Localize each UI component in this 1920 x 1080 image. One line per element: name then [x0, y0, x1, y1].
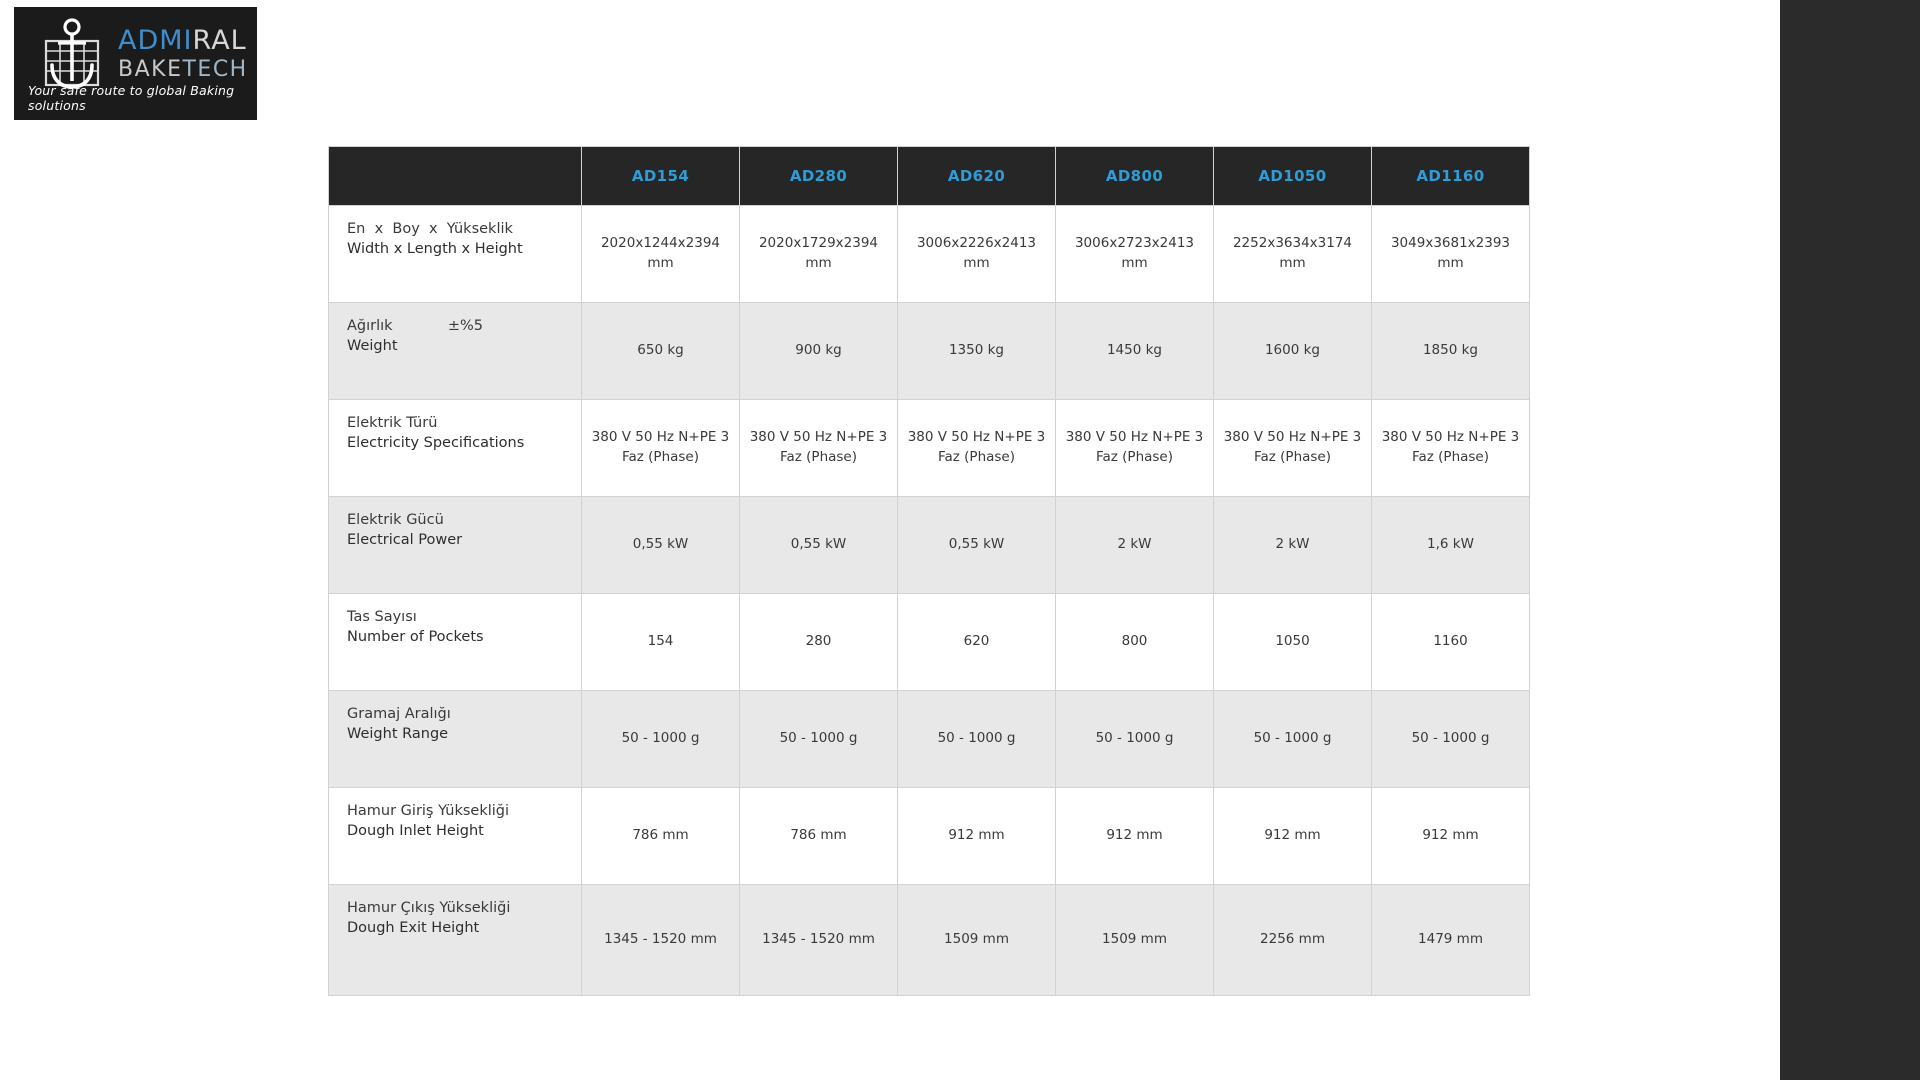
row-label-en: Weight	[347, 337, 398, 354]
table-cell: 380 V 50 Hz N+PE 3 Faz (Phase)	[1214, 400, 1372, 497]
row-label-tr: Gramaj Aralığı	[347, 706, 451, 722]
model-label: AD1050	[1258, 166, 1327, 185]
table-cell: 2020x1729x2394 mm	[740, 206, 898, 303]
table-row	[329, 303, 1530, 400]
table-cell: 50 - 1000 g	[898, 691, 1056, 788]
table-row	[329, 788, 1530, 885]
table-cell: 3006x2226x2413 mm	[898, 206, 1056, 303]
table-cell: 1345 - 1520 mm	[740, 885, 898, 996]
table-row	[329, 885, 1530, 996]
model-header-ad154	[582, 147, 740, 206]
table-cell: 900 kg	[740, 303, 898, 400]
row-label-exit-height	[329, 885, 582, 996]
row-label-electrical-power	[329, 497, 582, 594]
table-cell: 154	[582, 594, 740, 691]
table-cell: 380 V 50 Hz N+PE 3 Faz (Phase)	[740, 400, 898, 497]
table-cell: 650 kg	[582, 303, 740, 400]
page-right-margin	[1780, 0, 1920, 1080]
table-row	[329, 400, 1530, 497]
table-cell: 280	[740, 594, 898, 691]
table-cell: 1479 mm	[1372, 885, 1530, 996]
table-row	[329, 691, 1530, 788]
logo-brand-line2-b: TECH	[182, 57, 248, 82]
model-header-ad1160	[1372, 147, 1530, 206]
model-header-ad1050	[1214, 147, 1372, 206]
row-label-en: Dough Inlet Height	[347, 822, 484, 839]
table-cell: 50 - 1000 g	[1056, 691, 1214, 788]
table-cell: 380 V 50 Hz N+PE 3 Faz (Phase)	[898, 400, 1056, 497]
logo-brand-line2-a: BAKE	[118, 57, 183, 82]
table-corner-cell	[329, 147, 582, 206]
row-label-en: Electricity Specifications	[347, 434, 525, 451]
row-label-weight	[329, 303, 582, 400]
logo-brand-secondary: RAL	[192, 25, 247, 56]
table-cell: 912 mm	[1372, 788, 1530, 885]
table-cell: 1509 mm	[898, 885, 1056, 996]
model-label: AD154	[631, 166, 690, 185]
table-cell: 912 mm	[1214, 788, 1372, 885]
row-label-electricity	[329, 400, 582, 497]
table-cell: 3006x2723x2413 mm	[1056, 206, 1214, 303]
table-cell: 1509 mm	[1056, 885, 1214, 996]
logo-tagline: Your safe route to global Baking solutions	[28, 83, 235, 113]
row-label-tr: Ağırlık ±%5	[347, 318, 484, 334]
row-label-dimensions	[329, 206, 582, 303]
model-label: AD1160	[1416, 166, 1485, 185]
row-label-inlet-height	[329, 788, 582, 885]
table-cell: 380 V 50 Hz N+PE 3 Faz (Phase)	[1372, 400, 1530, 497]
table-cell: 2252x3634x3174 mm	[1214, 206, 1372, 303]
table-row	[329, 594, 1530, 691]
table-cell: 1600 kg	[1214, 303, 1372, 400]
table-cell: 912 mm	[1056, 788, 1214, 885]
row-label-tr: Hamur Çıkış Yüksekliği	[347, 900, 511, 916]
row-label-pockets	[329, 594, 582, 691]
table-cell: 50 - 1000 g	[582, 691, 740, 788]
model-label: AD620	[947, 166, 1006, 185]
anchor-logo-icon	[36, 15, 108, 93]
row-label-tr: Elektrik Gücü	[347, 512, 444, 528]
row-label-tr: En x Boy x Yükseklik	[347, 221, 513, 237]
table-cell: 50 - 1000 g	[1214, 691, 1372, 788]
table-cell: 2 kW	[1214, 497, 1372, 594]
row-label-en: Dough Exit Height	[347, 919, 480, 936]
table-header-row	[329, 147, 1530, 206]
logo-brand-line1	[118, 27, 248, 54]
table-cell: 786 mm	[582, 788, 740, 885]
model-header-ad620	[898, 147, 1056, 206]
logo-brand-line2	[118, 59, 248, 81]
logo-brand-primary: ADMI	[118, 25, 193, 56]
row-label-en: Number of Pockets	[347, 628, 484, 645]
table-cell: 620	[898, 594, 1056, 691]
model-header-ad280	[740, 147, 898, 206]
row-label-en: Width x Length x Height	[347, 240, 523, 257]
table-cell: 2256 mm	[1214, 885, 1372, 996]
table-header	[329, 147, 1530, 206]
table-cell: 1160	[1372, 594, 1530, 691]
row-label-en: Electrical Power	[347, 531, 463, 548]
table-cell: 50 - 1000 g	[1372, 691, 1530, 788]
table-cell: 1450 kg	[1056, 303, 1214, 400]
model-header-ad800	[1056, 147, 1214, 206]
row-label-tr: Tas Sayısı	[347, 609, 417, 625]
table-cell: 2 kW	[1056, 497, 1214, 594]
table-cell: 50 - 1000 g	[740, 691, 898, 788]
table-cell: 1850 kg	[1372, 303, 1530, 400]
model-label: AD280	[789, 166, 848, 185]
table-cell: 1345 - 1520 mm	[582, 885, 740, 996]
specification-table	[328, 146, 1530, 996]
logo-wordmark	[118, 27, 248, 81]
table-cell: 2020x1244x2394 mm	[582, 206, 740, 303]
table-cell: 786 mm	[740, 788, 898, 885]
row-label-en: Weight Range	[347, 725, 449, 742]
row-label-tr: Hamur Giriş Yüksekliği	[347, 803, 510, 819]
company-logo	[14, 7, 257, 120]
table-cell: 0,55 kW	[582, 497, 740, 594]
model-label: AD800	[1105, 166, 1164, 185]
table-cell: 1350 kg	[898, 303, 1056, 400]
table-row	[329, 497, 1530, 594]
row-label-tr: Elektrik Türü	[347, 415, 438, 431]
table-cell: 1,6 kW	[1372, 497, 1530, 594]
table-row	[329, 206, 1530, 303]
table-cell: 0,55 kW	[740, 497, 898, 594]
row-label-weight-range	[329, 691, 582, 788]
table-cell: 3049x3681x2393 mm	[1372, 206, 1530, 303]
table-body	[329, 206, 1530, 996]
table-cell: 1050	[1214, 594, 1372, 691]
table-cell: 912 mm	[898, 788, 1056, 885]
table-cell: 380 V 50 Hz N+PE 3 Faz (Phase)	[582, 400, 740, 497]
table-cell: 380 V 50 Hz N+PE 3 Faz (Phase)	[1056, 400, 1214, 497]
table-cell: 800	[1056, 594, 1214, 691]
table-cell: 0,55 kW	[898, 497, 1056, 594]
